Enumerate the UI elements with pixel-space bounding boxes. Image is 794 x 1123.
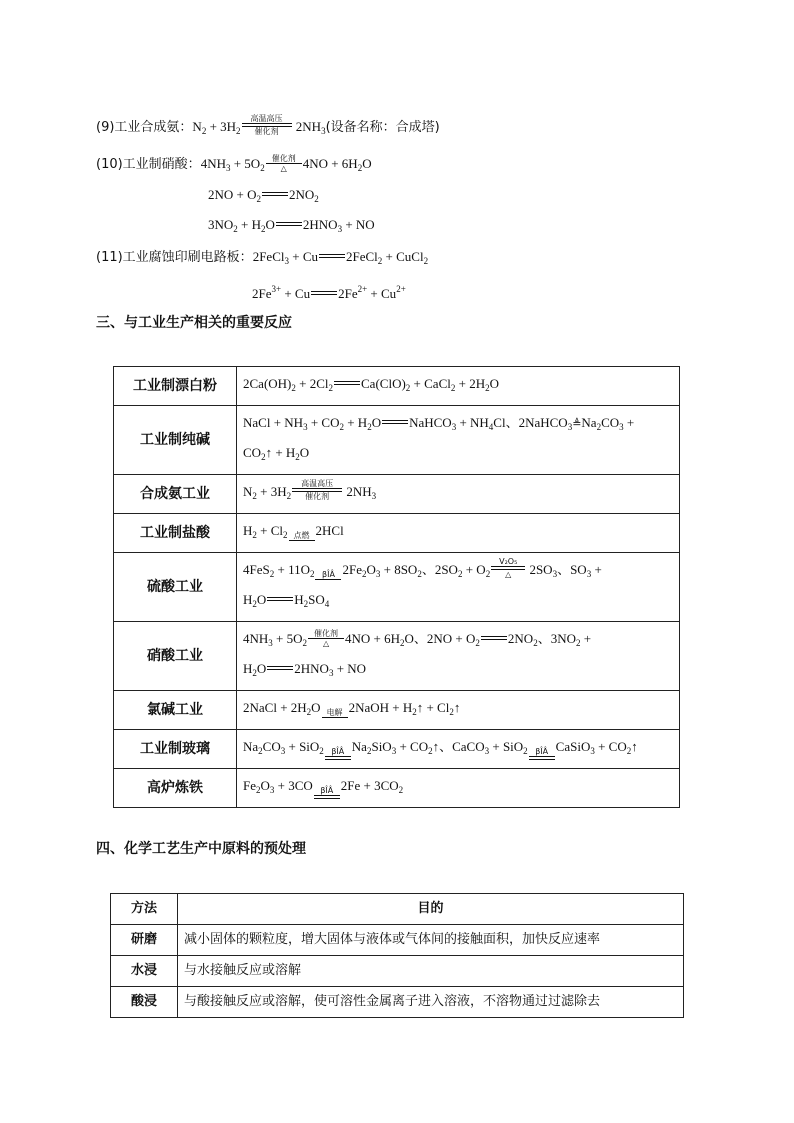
reaction-11b: $2Fe^{3+} + Cu$ $2Fe^{2+} + Cu^{2+}$: [252, 284, 406, 301]
reaction-10: (10)工业制硝酸：$4NH_3 + 5O_2$ 催化剂 △ $4NO + 6H_2O$: [96, 154, 372, 173]
method-cell: 酸浸: [111, 987, 178, 1018]
condition-top: 催化剂: [314, 629, 339, 638]
section-3-title: 三、与工业生产相关的重要反应: [96, 315, 292, 331]
table-row: [114, 514, 680, 553]
reversible-arrow: [292, 479, 342, 501]
table-row: [114, 622, 680, 691]
process-equation: $Fe_2O_3 + 3CO$ βÎÂ $2Fe + 3CO_2$: [237, 769, 680, 808]
process-name: 工业制盐酸: [114, 514, 237, 553]
process-equation: $Na_2CO_3 + SiO_2$ βÎÂ $Na_2SiO_3$ + $CO_2↑$、CaCO$_3$ + SiO$_2$ βÎÂ CaSiO$_3$ + $CO_2↑$: [237, 730, 680, 769]
column-header-method: 方法: [111, 894, 178, 925]
reversible-arrow: [491, 557, 525, 579]
condition-top: βÎÂ: [322, 570, 335, 579]
condition-top: βÎÂ: [320, 786, 334, 795]
process-name: 工业制玻璃: [114, 730, 237, 769]
condition-arrow: [315, 570, 341, 580]
condition-arrow: [325, 747, 351, 760]
condition-top: βÎÂ: [535, 747, 549, 756]
pretreatment-table: [110, 893, 684, 1018]
condition-top: 催化剂: [271, 154, 296, 163]
process-equation: $4FeS_2 + 11O_2$ βÎÂ $2Fe_2O_3 + 8SO_2$、$2SO_2 + O_2$ V₂O₅ △ $2SO_3$、$SO_3$ + $H_2O$ $H_2SO_4$: [237, 553, 680, 622]
table-row: [114, 553, 680, 622]
table-row: [111, 987, 684, 1018]
industrial-reactions-table: [113, 366, 680, 808]
condition-top: 高温高压: [250, 114, 283, 123]
condition-arrow: [289, 531, 315, 541]
catalyst-arrow: [308, 629, 344, 648]
reaction-10-label: (10)工业制硝酸：: [96, 157, 201, 172]
reaction-10c: $3NO_2 + H_2O$ $2HNO_3$ + NO: [208, 217, 375, 234]
table-row: [114, 367, 680, 406]
condition-bottom: 催化剂: [254, 127, 279, 136]
table-row: [111, 925, 684, 956]
method-cell: 水浸: [111, 956, 178, 987]
table-header-row: [111, 894, 684, 925]
process-name: 工业制纯碱: [114, 406, 237, 475]
table-row: [114, 730, 680, 769]
table-row: [114, 769, 680, 808]
condition-arrow: [322, 708, 348, 718]
table-row: [114, 475, 680, 514]
process-name: 合成氨工业: [114, 475, 237, 514]
purpose-cell: 减小固体的颗粒度，增大固体与液体或气体间的接触面积，加快反应速率: [178, 925, 684, 956]
method-cell: 研磨: [111, 925, 178, 956]
process-name: 工业制漂白粉: [114, 367, 237, 406]
reaction-11-label: (11)工业腐蚀印刷电路板：: [96, 250, 253, 265]
condition-bottom: △: [280, 164, 287, 173]
process-equation: $H_2 + Cl_2$ 点燃 2HCl: [237, 514, 680, 553]
process-name: 高炉炼铁: [114, 769, 237, 808]
process-equation: $2Ca(OH)_2 + 2Cl_2$ $Ca(ClO)_2$ + CaCl$_2$ + $2H_2O$: [237, 367, 680, 406]
purpose-cell: 与酸接触反应或溶解，使可溶性金属离子进入溶液，不溶物通过过滤除去: [178, 987, 684, 1018]
process-equation: 2NaCl + $2H_2O$ 电解 2NaOH + $H_2↑$ + $Cl_2↑$: [237, 691, 680, 730]
process-equation: $N_2 + 3H_2$ 高温高压 催化剂 $2NH_3$: [237, 475, 680, 514]
table-row: [114, 406, 680, 475]
condition-top: βÎÂ: [331, 747, 345, 756]
reaction-9-label: (9)工业合成氨：: [96, 120, 193, 135]
condition-bottom: △: [505, 570, 512, 579]
table-row: [114, 691, 680, 730]
process-equation: NaCl + $NH_3 + CO_2 + H_2O$ NaHCO$_3$ + $NH_4Cl$、$2NaHCO_3≜Na_2CO_3$ + $CO_2↑ + H_2O$: [237, 406, 680, 475]
reaction-9-note: (设备名称：合成塔): [325, 120, 440, 135]
reaction-11: (11)工业腐蚀印刷电路板：2FeCl$_3$ + Cu 2FeCl$_2$ + CuCl$_2$: [96, 249, 429, 266]
process-name: 硫酸工业: [114, 553, 237, 622]
condition-arrow: [529, 747, 555, 760]
process-equation: $4NH_3 + 5O_2$ 催化剂 △ $4NO + 6H_2O$、$2NO + O_2$ $2NO_2$、$3NO_2$ + $H_2O$ $2HNO_3$ + NO: [237, 622, 680, 691]
catalyst-arrow: [266, 154, 302, 173]
section-4-title: 四、化学工艺生产中原料的预处理: [96, 841, 306, 857]
process-name: 氯碱工业: [114, 691, 237, 730]
condition-bottom: 催化剂: [305, 492, 330, 501]
condition-arrow: [314, 786, 340, 799]
condition-top: V₂O₅: [499, 557, 518, 566]
purpose-cell: 与水接触反应或溶解: [178, 956, 684, 987]
condition-top: 高温高压: [301, 479, 334, 488]
condition-bottom: △: [322, 639, 330, 648]
reaction-9: (9)工业合成氨：$N_2 + 3H_2$ 高温高压 催化剂 $2NH_3$(设备名称：合成塔): [96, 114, 440, 136]
reversible-arrow: [242, 114, 292, 136]
column-header-purpose: 目的: [178, 894, 684, 925]
table-row: [111, 956, 684, 987]
condition-top: 电解: [326, 708, 343, 717]
reaction-10b: $2NO + O_2$ $2NO_2$: [208, 187, 319, 204]
condition-top: 点燃: [293, 531, 310, 540]
process-name: 硝酸工业: [114, 622, 237, 691]
